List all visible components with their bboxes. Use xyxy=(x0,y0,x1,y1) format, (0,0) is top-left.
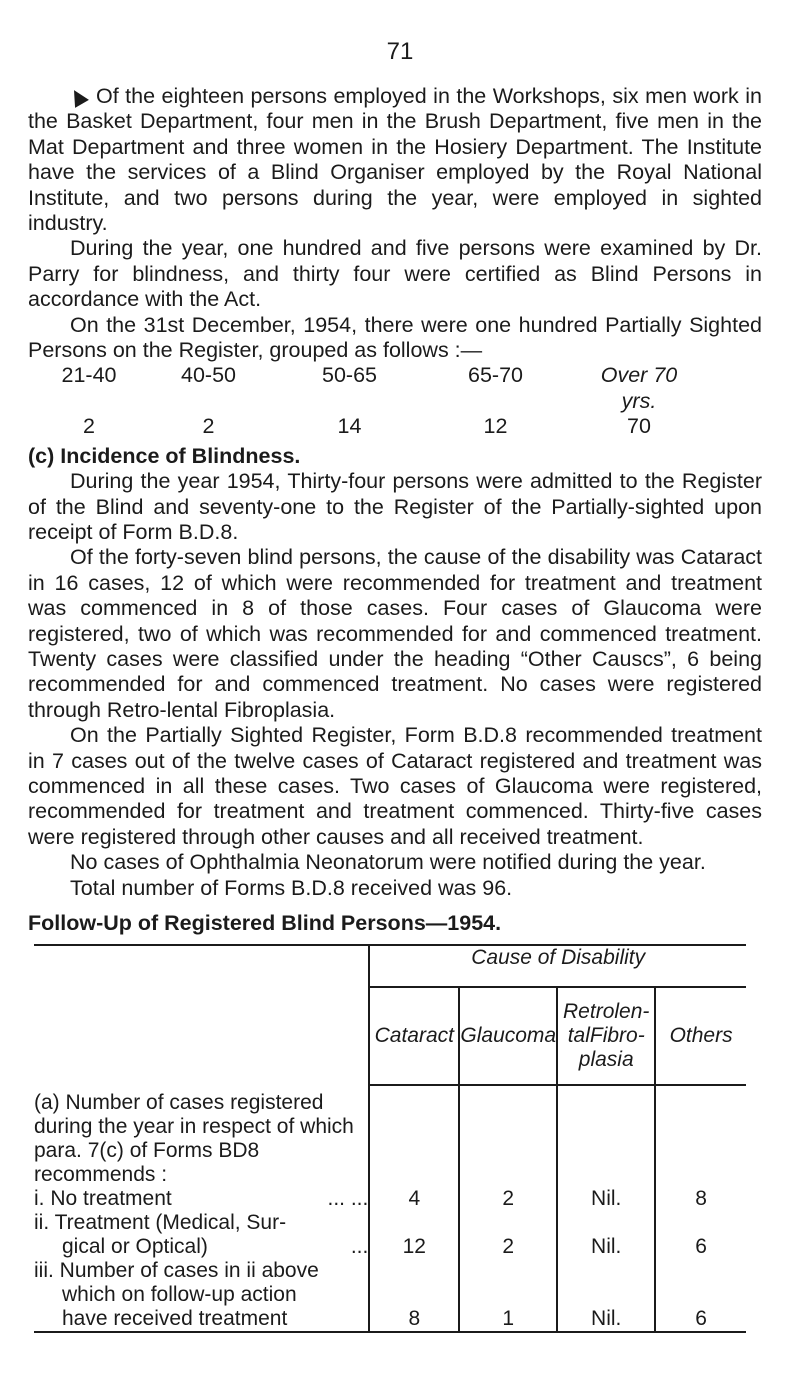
row-label: ii. Treatment (Medical, Sur- gical or Optical) ... xyxy=(34,1211,369,1259)
section-c-paragraph: On the Partially Sighted Register, Form B.D.8 recommended treatment in 7 cases out of the twelve cases of Cataract registered and treatment was commenced in all these cases. Two cases of Glaucoma were registered, recommended for treatment and treatment commenced. Thirty-five cases were registered through other causes and all received treatment. xyxy=(28,723,762,849)
row-intro: (a) Number of cases registered during the year in respect of which para. 7(c) of Forms BD8 recommends : xyxy=(34,1091,354,1187)
age-count: 2 xyxy=(202,414,215,439)
table-cell: 8 xyxy=(655,1187,746,1211)
follow-up-table xyxy=(34,944,746,1333)
table-row xyxy=(34,1085,746,1187)
age-count: 2 xyxy=(83,414,95,439)
page-body xyxy=(28,84,762,1333)
table-cell: 2 xyxy=(459,1187,557,1211)
table-cell: 6 xyxy=(655,1259,746,1332)
section-c-paragraph: Of the forty-seven blind persons, the cause of the disability was Cataract in 16 cases, 12 of which were recommended for treatment and treatment was commenced in 8 of those cases. Four cases of Glaucoma were registered, two of which was recommended for and commenced treatment. Twenty cases were classified under the heading “Other Causcs”, 6 being recommended for and commenced treatment. No cases were registered through Retro-lental Fibroplasia. xyxy=(28,545,762,722)
table-cell: 12 xyxy=(369,1211,459,1259)
age-group-labels xyxy=(58,363,762,414)
table-cell: 6 xyxy=(655,1211,746,1259)
age-label: 21-40 xyxy=(61,363,117,388)
age-count: 12 xyxy=(483,414,508,439)
workshops-paragraph xyxy=(28,84,762,236)
table-cell: 4 xyxy=(369,1187,459,1211)
workshops-text: Of the eighteen persons employed in the Workshops, six men work in the Basket Department, four men in the Brush Department, five men in the Mat Department and three women in the Hosiery Department. The Institute have the services of a Blind Organiser employed by the Royal National Institute, and two persons during the year, were employed in sighted industry. xyxy=(28,84,762,236)
table-cell: Nil. xyxy=(557,1187,655,1211)
table-cell: 1 xyxy=(459,1259,557,1332)
age-count: 70 xyxy=(627,414,651,439)
table-title: Follow-Up of Registered Blind Persons—1954. xyxy=(28,911,502,935)
section-c-paragraph: During the year 1954, Thirty-four persons were admitted to the Register of the Blind and seventy-one to the Register of the Partially-sighted upon receipt of Form B.D.8. xyxy=(28,469,762,544)
age-group-counts xyxy=(58,414,762,439)
table-row xyxy=(34,1211,746,1259)
section-c-paragraph: No cases of Ophthalmia Neonatorum were notified during the year. xyxy=(70,850,706,875)
section-c-paragraph: Total number of Forms B.D.8 received was 96. xyxy=(70,875,513,900)
table-corner xyxy=(34,945,369,987)
examined-paragraph: During the year, one hundred and five persons were examined by Dr. Parry for blindness, and thirty four were certified as Blind Persons in accordance with the Act. xyxy=(28,236,762,312)
table-row xyxy=(34,1259,746,1332)
age-count: 14 xyxy=(337,414,362,439)
table-corner-lower xyxy=(34,987,369,1085)
table-cell: 8 xyxy=(369,1259,459,1332)
cause-header: Cause of Disability xyxy=(369,945,746,987)
column-header-cataract: Cataract xyxy=(369,987,459,1085)
table-cell: Nil. xyxy=(557,1259,655,1332)
table-cell: 2 xyxy=(459,1211,557,1259)
column-header-others: Others xyxy=(655,987,746,1085)
page-number: 71 xyxy=(386,38,414,65)
section-c-heading: (c) Incidence of Blindness. xyxy=(28,443,301,468)
column-header-retrolental: Retrolen-talFibro-plasia xyxy=(557,987,655,1085)
ink-mark-icon xyxy=(67,86,89,108)
column-header-glaucoma: Glaucoma xyxy=(459,987,557,1085)
age-label: 65-70 xyxy=(468,363,523,388)
age-label: Over 70 yrs. xyxy=(600,363,678,413)
table-cell: Nil. xyxy=(557,1211,655,1259)
row-label: iii. Number of cases in ii above which on follow-up action have received treatment xyxy=(34,1259,369,1332)
row-label: i. No treatment ... ... xyxy=(34,1187,369,1211)
age-label: 40-50 xyxy=(181,363,236,388)
register-paragraph: On the 31st December, 1954, there were one hundred Partially Sighted Persons on the Register, grouped as follows :— xyxy=(28,312,762,363)
age-label: 50-65 xyxy=(322,363,377,388)
table-row xyxy=(34,1187,746,1211)
